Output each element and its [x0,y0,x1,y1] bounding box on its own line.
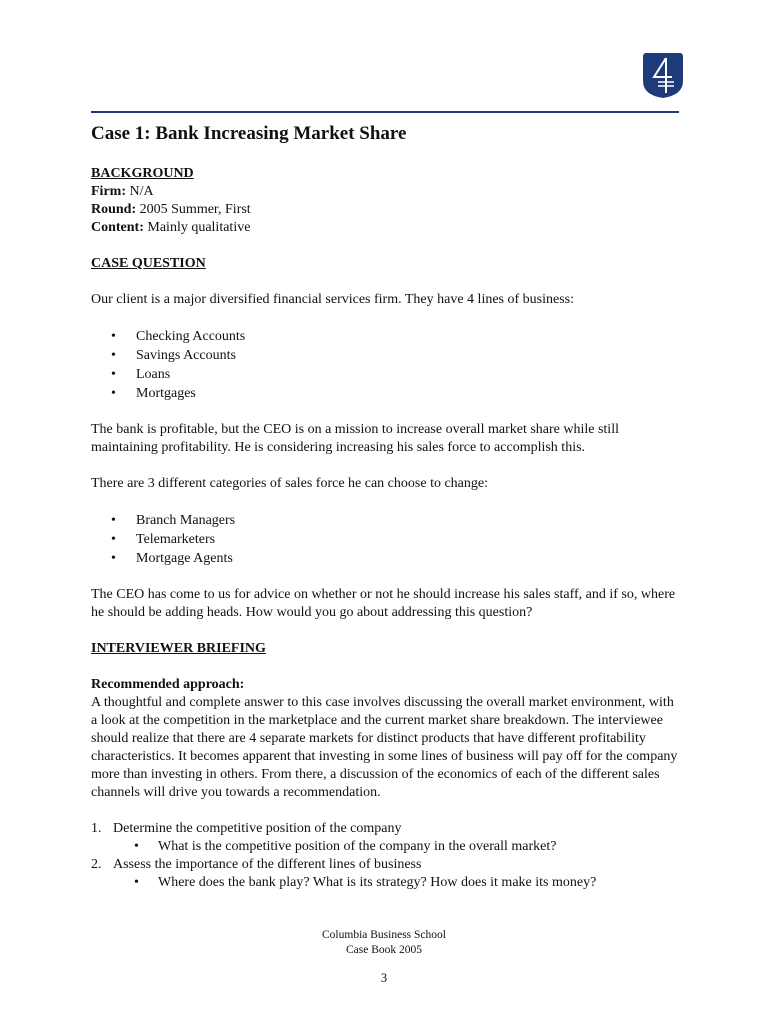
step-text: Assess the importance of the different lines of business [113,857,422,872]
list-item: • Mortgage Agents [91,549,681,568]
firm-label: Firm: [91,184,126,199]
step-sub-list [113,838,681,856]
step-item [91,820,681,856]
footer-case-book: Case Book 2005 [345,944,423,956]
round-label: Round: [91,202,137,217]
interviewer-briefing-section [91,640,681,892]
page-number: 3 [380,971,388,985]
step-item [91,856,681,892]
list-item: • Branch Managers [91,511,681,530]
ceo-advice-paragraph: The CEO has come to us for advice on whether or not he should increase his sales staff, and if so, where he should be adding heads. How would you go about addressing this question? [91,587,676,620]
firm-field [91,183,681,201]
list-item: • Mortgages [91,384,681,403]
document-body [91,121,681,892]
round-field [91,201,681,219]
list-item: • Telemarketers [91,530,681,549]
sales-force-intro-paragraph: There are 3 different categories of sales force he can choose to change: [91,476,488,491]
lines-of-business-list [91,327,681,403]
step-number: 2. [91,857,102,872]
sales-force-list [91,511,681,568]
firm-value: N/A [129,184,154,199]
case-question-section [91,255,681,622]
content-value: Mainly qualitative [147,220,251,235]
sub-item: • What is the competitive position of the company in the overall market? [113,838,681,856]
background-heading: BACKGROUND [91,166,194,181]
list-item: • Checking Accounts [91,327,681,346]
list-item: • Savings Accounts [91,346,681,365]
content-field [91,219,681,237]
list-item: • Loans [91,365,681,384]
header-rule [91,111,679,113]
step-text: Determine the competitive position of the company [113,821,402,836]
interviewer-briefing-heading: INTERVIEWER BRIEFING [91,641,266,656]
approach-paragraph: A thoughtful and complete answer to this case involves discussing the overall market environment, with a look at the competition in the marketplace and the current market share breakdown. The interviewee should realize that there are 4 separate markets for distinct products that have different profitability characteristics. It becomes apparent that investing in some lines of business will pay off for the company more than investing in others. From there, a discussion of the economics of each of the different sales channels will drive you towards a recommendation. [91,695,678,800]
background-section [91,165,681,237]
round-value: 2005 Summer, First [139,202,251,217]
columbia-logo-icon [642,51,684,99]
step-number: 1. [91,821,102,836]
approach-steps-list [91,820,681,892]
case-question-heading: CASE QUESTION [91,256,206,271]
ceo-mission-paragraph: The bank is profitable, but the CEO is on a mission to increase overall market share while still maintaining profitability. He is considering increasing his sales force to accomplish this. [91,422,619,455]
approach-label-text: Recommended approach: [91,677,245,692]
sub-item: • Where does the bank play? What is its strategy? How does it make its money? [113,874,681,892]
case-intro-paragraph: Our client is a major diversified financial services firm. They have 4 lines of business: [91,292,574,307]
content-label: Content: [91,220,144,235]
step-sub-list [113,874,681,892]
approach-label [91,676,681,694]
case-title: Case 1: Bank Increasing Market Share [91,123,407,144]
footer-school-name: Columbia Business School [322,929,446,941]
